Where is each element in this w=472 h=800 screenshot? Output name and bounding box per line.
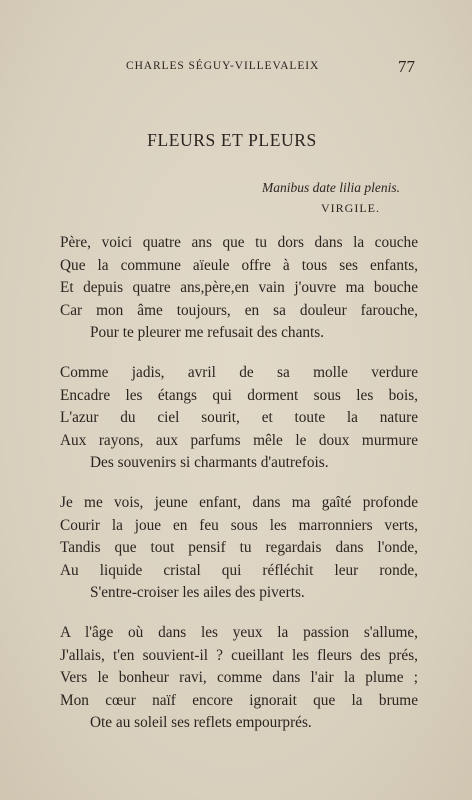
page-number: 77: [398, 57, 415, 76]
verse-line: Au liquide cristal qui réfléchit leur ronde,: [60, 561, 418, 579]
verse-line: Car mon âme toujours, en sa douleur farouche,: [60, 301, 418, 319]
epigraph-author: VIRGILE.: [321, 201, 380, 215]
stanza: [60, 492, 418, 605]
verse-line: Père, voici quatre ans que tu dors dans la couche: [60, 234, 418, 251]
verse-line: Que la commune aïeule offre à tous ses enfants,: [60, 256, 418, 274]
verse-line: Des souvenirs si charmants d'autrefois.: [90, 454, 329, 472]
poem-body: [60, 232, 418, 752]
stanza: [60, 232, 418, 345]
verse-line: Encadre les étangs qui dorment sous les bois,: [60, 386, 418, 404]
verse-line: Et depuis quatre ans,père,en vain j'ouvre ma bouche: [60, 279, 418, 297]
verse-line: J'allais, t'en souvient-il ? cueillant les fleurs des prés,: [60, 646, 418, 664]
verse-line: L'azur du ciel sourit, et toute la nature: [60, 409, 418, 427]
verse-line: Pour te pleurer me refusait des chants.: [90, 324, 325, 342]
stanza: [60, 622, 418, 735]
running-title: CHARLES SÉGUY-VILLEVALEIX: [126, 60, 320, 72]
epigraph: [262, 178, 400, 218]
verse-line: Ote au soleil ses reflets empourprés.: [90, 714, 312, 732]
verse-line: Aux rayons, aux parfums mêle le doux murmure: [60, 431, 418, 449]
verse-line: S'entre-croiser les ailes des piverts.: [90, 584, 305, 602]
epigraph-quote: Manibus date lilia plenis.: [262, 180, 400, 195]
poem-title: FLEURS ET PLEURS: [147, 130, 317, 150]
verse-line: Mon cœur naïf encore ignorait que la brume: [60, 691, 418, 709]
verse-line: Tandis que tout pensif tu regardais dans l'onde,: [60, 539, 418, 557]
verse-line: Courir la joue en feu sous les marronniers verts,: [60, 516, 418, 534]
verse-line: A l'âge où dans les yeux la passion s'allume,: [60, 623, 418, 641]
verse-line: Comme jadis, avril de sa molle verdure: [60, 363, 418, 381]
verse-line: Vers le bonheur ravi, comme dans l'air la plume ;: [60, 669, 418, 687]
running-head: [0, 57, 472, 80]
verse-line: Je me vois, jeune enfant, dans ma gaîté profonde: [60, 493, 418, 511]
stanza: [60, 362, 418, 475]
